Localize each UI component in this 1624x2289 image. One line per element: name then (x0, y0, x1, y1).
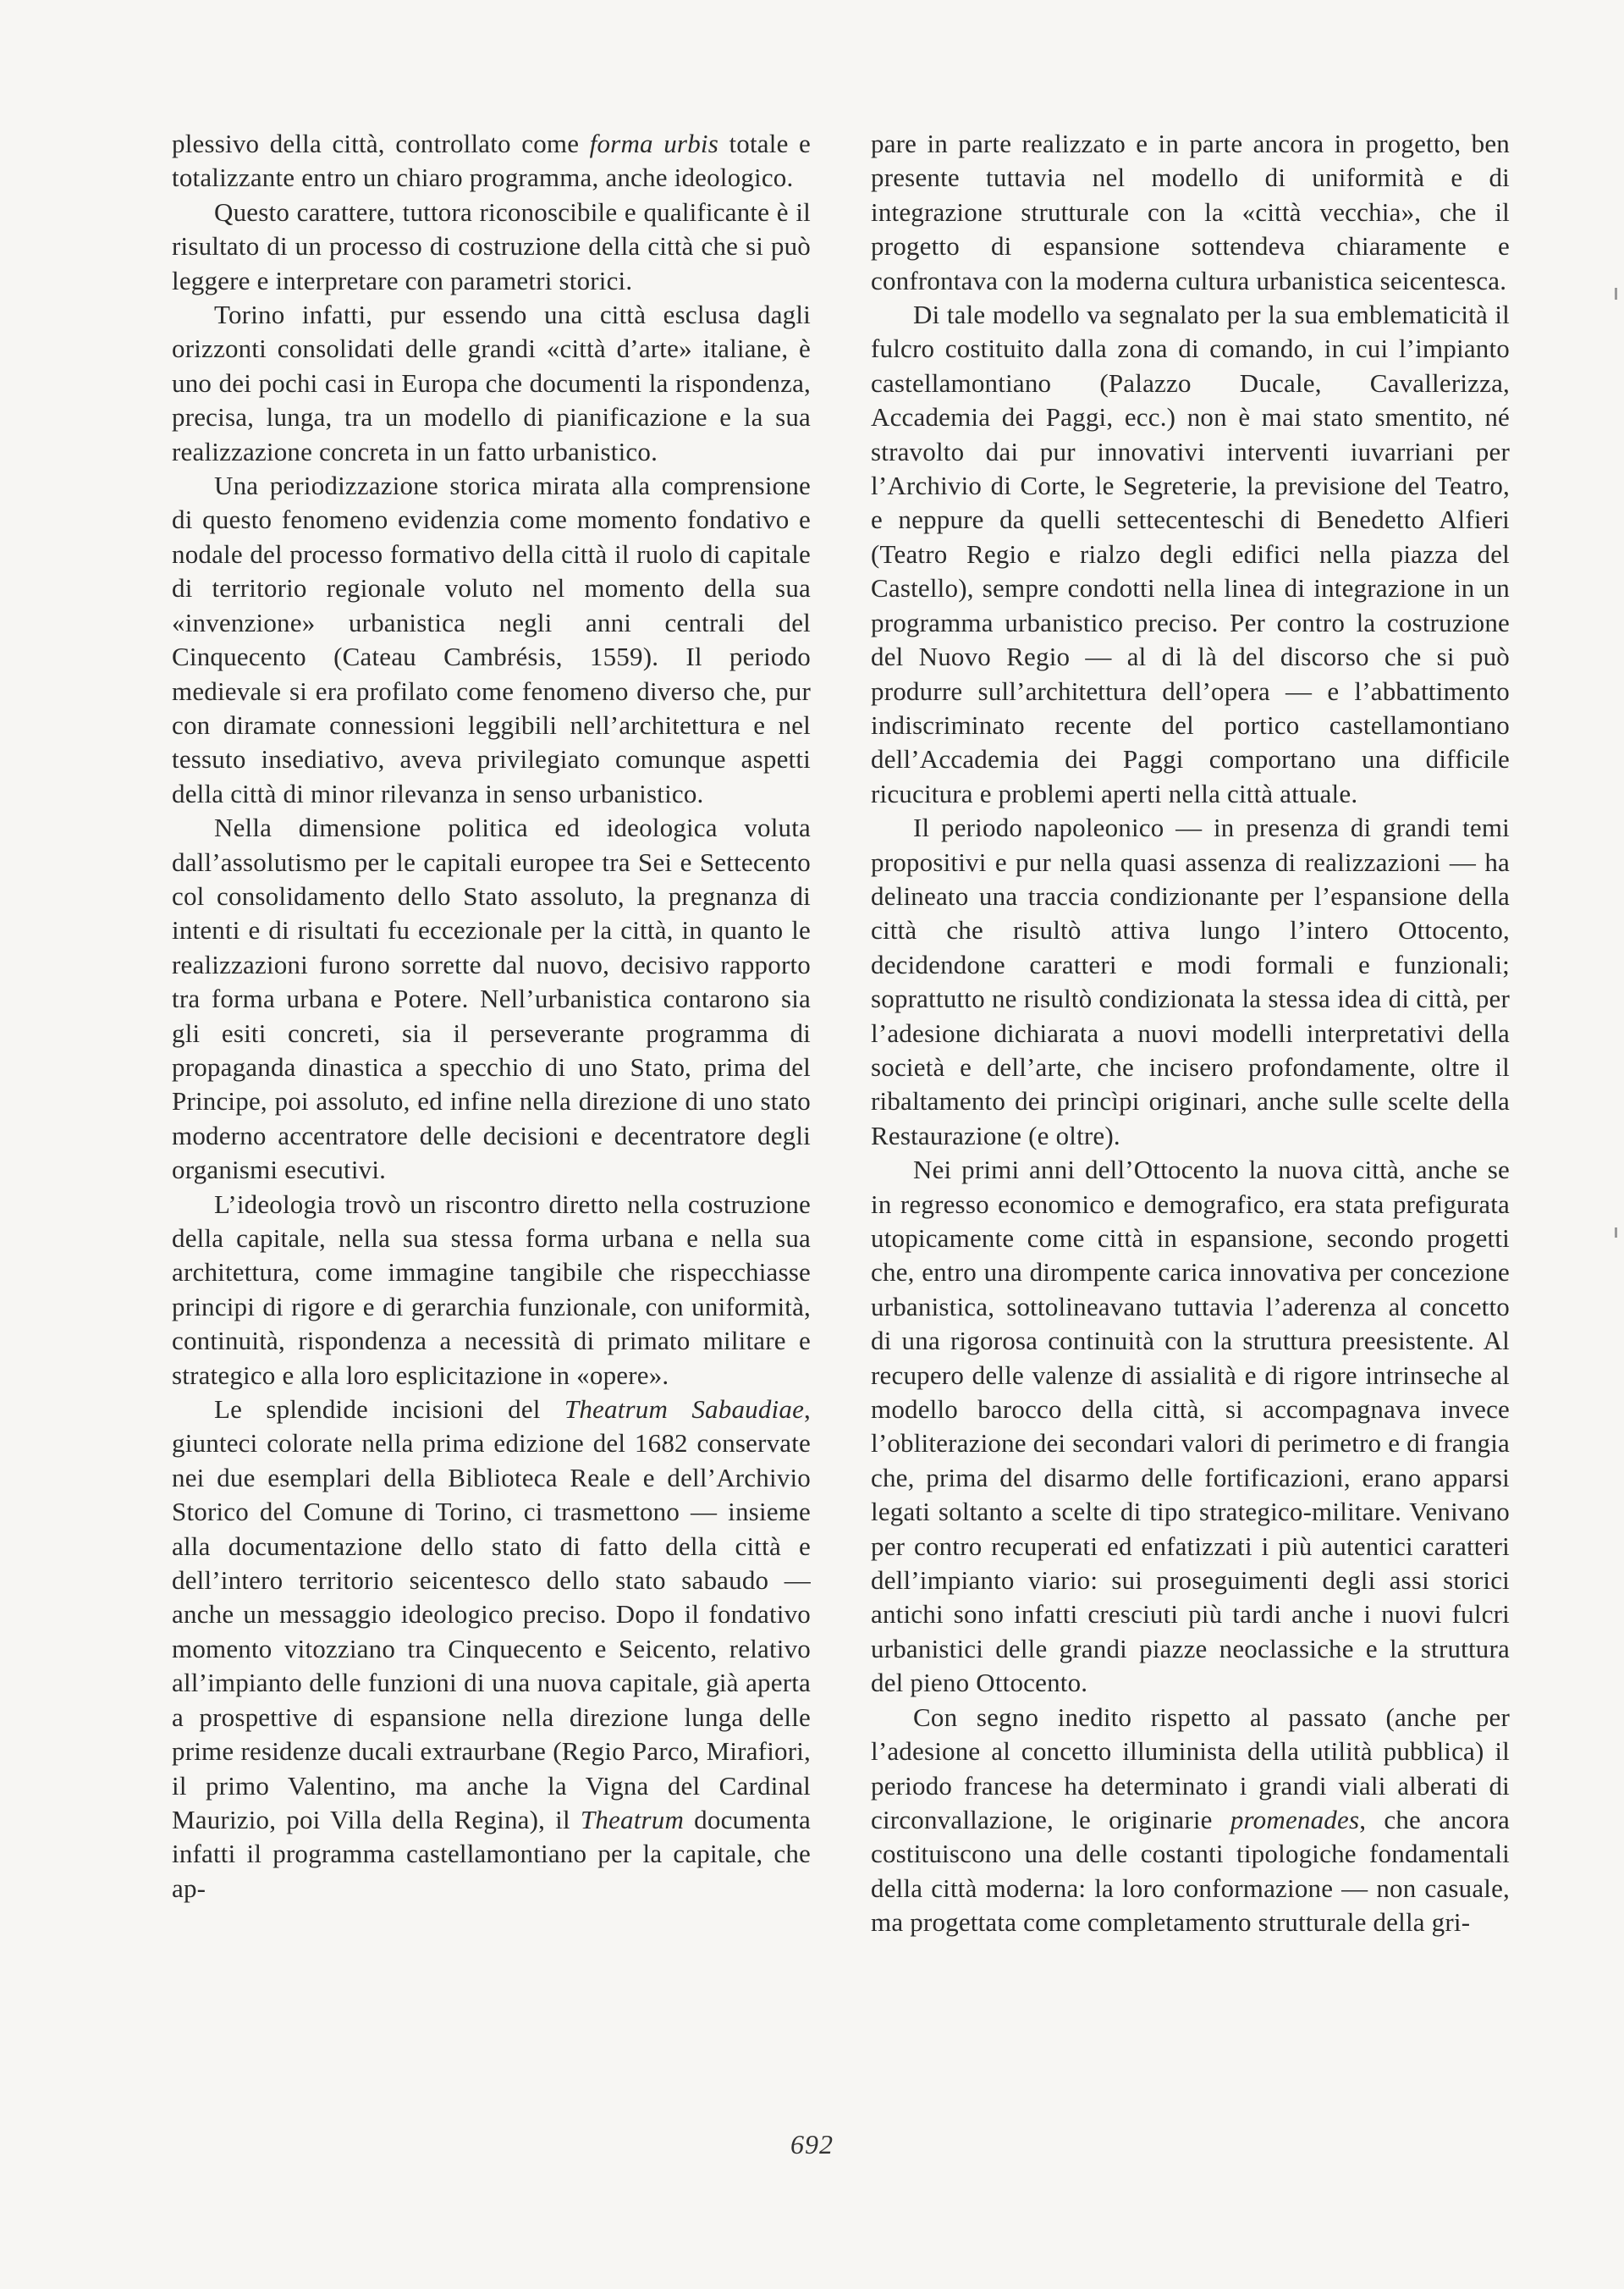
paragraph (871, 811, 1510, 1153)
text-run: , giunteci colorate nella prima edizione del 1682 conservate nei due esemplari della Biblioteca Reale e dell’Archivio Storico del Comune di Torino, ci trasmettono — insieme alla documentazione dello stato di fatto della città e dell’intero territorio seicentesco dello stato sabaudo — anche un messaggio ideologico preciso. Dopo il fondativo momento vitozziano tra Cinquecento e Seicento, relativo all’impianto delle funzioni di una nuova capitale, già aperta a prospettive di espansione nella direzione lunga delle prime residenze ducali extraurbane (Regio Parco, Mirafiori, il primo Valentino, ma anche la Vigna del Cardinal Maurizio, poi Villa della Regina), il (172, 1394, 811, 1834)
text-run: Torino infatti, pur essendo una città esclusa dagli orizzonti consolidati delle grandi «città d’arte» italiane, è uno dei pochi casi in Europa che documenti la rispondenza, precisa, lunga, tra un modello di pianificazione e la sua realizzazione concreta in un fatto urbanistico. (172, 300, 811, 466)
text-run: Le splendide incisioni del (214, 1394, 564, 1425)
paragraph (172, 1393, 811, 1906)
scan-edge-mark (1615, 1227, 1617, 1238)
paragraph (871, 1701, 1510, 1940)
text-run: plessivo della città, controllato come (172, 129, 590, 158)
left-column (172, 127, 811, 1906)
paragraph (172, 811, 811, 1187)
text-run: Questo carattere, tuttora riconoscibile e qualificante è il risultato di un processo di costruzione della città che si può leggere e interpretare con parametri storici. (172, 196, 811, 295)
paragraph (871, 127, 1510, 298)
italic-text: promenades (1230, 1804, 1360, 1834)
paragraph (172, 127, 811, 196)
paragraph (871, 1153, 1510, 1701)
text-run: documenta infatti il programma castellamontiano per la capitale, che ap- (172, 1804, 811, 1903)
italic-text: Theatrum (580, 1804, 685, 1834)
text-run: L’ideologia trovò un riscontro diretto nella costruzione della capitale, nella sua stessa forma urbana e nella sua architettura, come immagine tangibile che rispecchiasse principi di rigore e di gerarchia funzionale, con uniformità, continuità, rispondenza a necessità di primato militare e strategico e alla loro esplicitazione in «opere». (172, 1189, 811, 1390)
text-run: totale e totalizzante entro un chiaro programma, anche ideologico. (172, 129, 811, 193)
paragraph (172, 298, 811, 469)
text-run: Una periodizzazione storica mirata alla comprensione di questo fenomeno evidenzia come momento fondativo e nodale del processo formativo della città il ruolo di capitale di territorio regionale voluto nel momento della sua «invenzione» urbanistica negli anni centrali del Cinquecento (Cateau Cambrésis, 1559). Il periodo medievale si era profilato come fenomeno diverso che, pur con diramate connessioni leggibili nell’architettura e nel tessuto insediativo, aveva privilegiato comunque aspetti della città di minor rilevanza in senso urbanistico. (172, 471, 811, 808)
italic-text: forma urbis (589, 129, 718, 158)
text-run: Il periodo napoleonico — in presenza di grandi temi propositivi e pur nella quasi assenza di realizzazioni — ha delineato una traccia condizionante per l’espansione della città che risultò attiva lungo l’intero Ottocento, decidendone caratteri e modi formali e funzionali; soprattutto ne risultò condizionata la stessa idea di città, per l’adesione dichiarata a nuovi modelli interpretativi della società e dell’arte, che incisero profondamente, oltre il ribaltamento dei princìpi originari, anche sulle scelte della Restaurazione (e oltre). (871, 813, 1510, 1150)
paragraph (871, 298, 1510, 811)
italic-text: Theatrum Sabaudiae (564, 1394, 805, 1425)
paragraph (172, 469, 811, 811)
text-run: Con segno inedito rispetto al passato (anche per l’adesione al concetto illuminista della utilità pubblica) il periodo francese ha determinato i grandi viali alberati di circonvallazione, le originarie (871, 1702, 1510, 1834)
right-column (871, 127, 1510, 1940)
paragraph (172, 1188, 811, 1393)
text-run: pare in parte realizzato e in parte ancora in progetto, ben presente tuttavia nel modello di uniformità e di integrazione strutturale con la «città vecchia», che il progetto di espansione sottendeva chiaramente e confrontava con la moderna cultura urbanistica seicentesca. (871, 129, 1510, 295)
text-run: Nella dimensione politica ed ideologica voluta dall’assolutismo per le capitali europee tra Sei e Settecento col consolidamento dello Stato assoluto, la pregnanza di intenti e di risultati fu eccezionale per la città, in quanto le realizzazioni furono sorrette dal nuovo, decisivo rapporto tra forma urbana e Potere. Nell’urbanistica contarono sia gli esiti concreti, sia il perseverante programma di propaganda dinastica a specchio di uno Stato, prima del Principe, poi assoluto, ed infine nella direzione di uno stato moderno accentratore delle decisioni e decentratore degli organismi esecutivi. (172, 813, 811, 1185)
text-run: , che ancora costituiscono una delle costanti tipologiche fondamentali della città moderna: la loro conformazione — non casuale, ma progettata come completamento strutturale della gri- (871, 1804, 1510, 1938)
text-run: Di tale modello va segnalato per la sua emblematicità il fulcro costituito dalla zona di comando, in cui l’impianto castellamontiano (Palazzo Ducale, Cavallerizza, Accademia dei Paggi, ecc.) non è mai stato smentito, né stravolto dai pur innovativi interventi iuvarriani per l’Archivio di Corte, le Segreterie, la previsione del Teatro, e neppure da quelli settecenteschi di Benedetto Alfieri (Teatro Regio e rialzo degli edifici nella piazza del Castello), sempre condotti nella linea di integrazione in un programma urbanistico preciso. Per contro la costruzione del Nuovo Regio — al di là del discorso che si può produrre sull’architettura dell’opera — e l’abbattimento indiscriminato recente del portico castellamontiano dell’Accademia dei Paggi comportano una difficile ricucitura e problemi aperti nella città attuale. (871, 300, 1510, 808)
scan-edge-mark (1615, 288, 1617, 300)
page-number: 692 (790, 2129, 834, 2159)
text-run: Nei primi anni dell’Ottocento la nuova città, anche se in regresso economico e demografico, era stata prefigurata utopicamente come città in espansione, secondo progetti che, entro una dirompente carica innovativa per concezione urbanistica, sottolineavano tuttavia l’aderenza al concetto di una rigorosa continuità con la struttura preesistente. Al recupero delle valenze di assialità e di rigore intrinseche al modello barocco della città, si accompagnava invece l’obliterazione dei secondari valori di perimetro e di frangia che, prima del disarmo delle fortificazioni, erano apparsi legati soltanto a scelte di tipo strategico-militare. Venivano per contro recuperati ed enfatizzati i più autentici caratteri dell’impianto viario: sui proseguimenti degli assi storici antichi sono infatti cresciuti più tardi anche i nuovi fulcri urbanistici delle grandi piazze neoclassiche e la struttura del pieno Ottocento. (871, 1155, 1510, 1698)
paragraph (172, 196, 811, 298)
